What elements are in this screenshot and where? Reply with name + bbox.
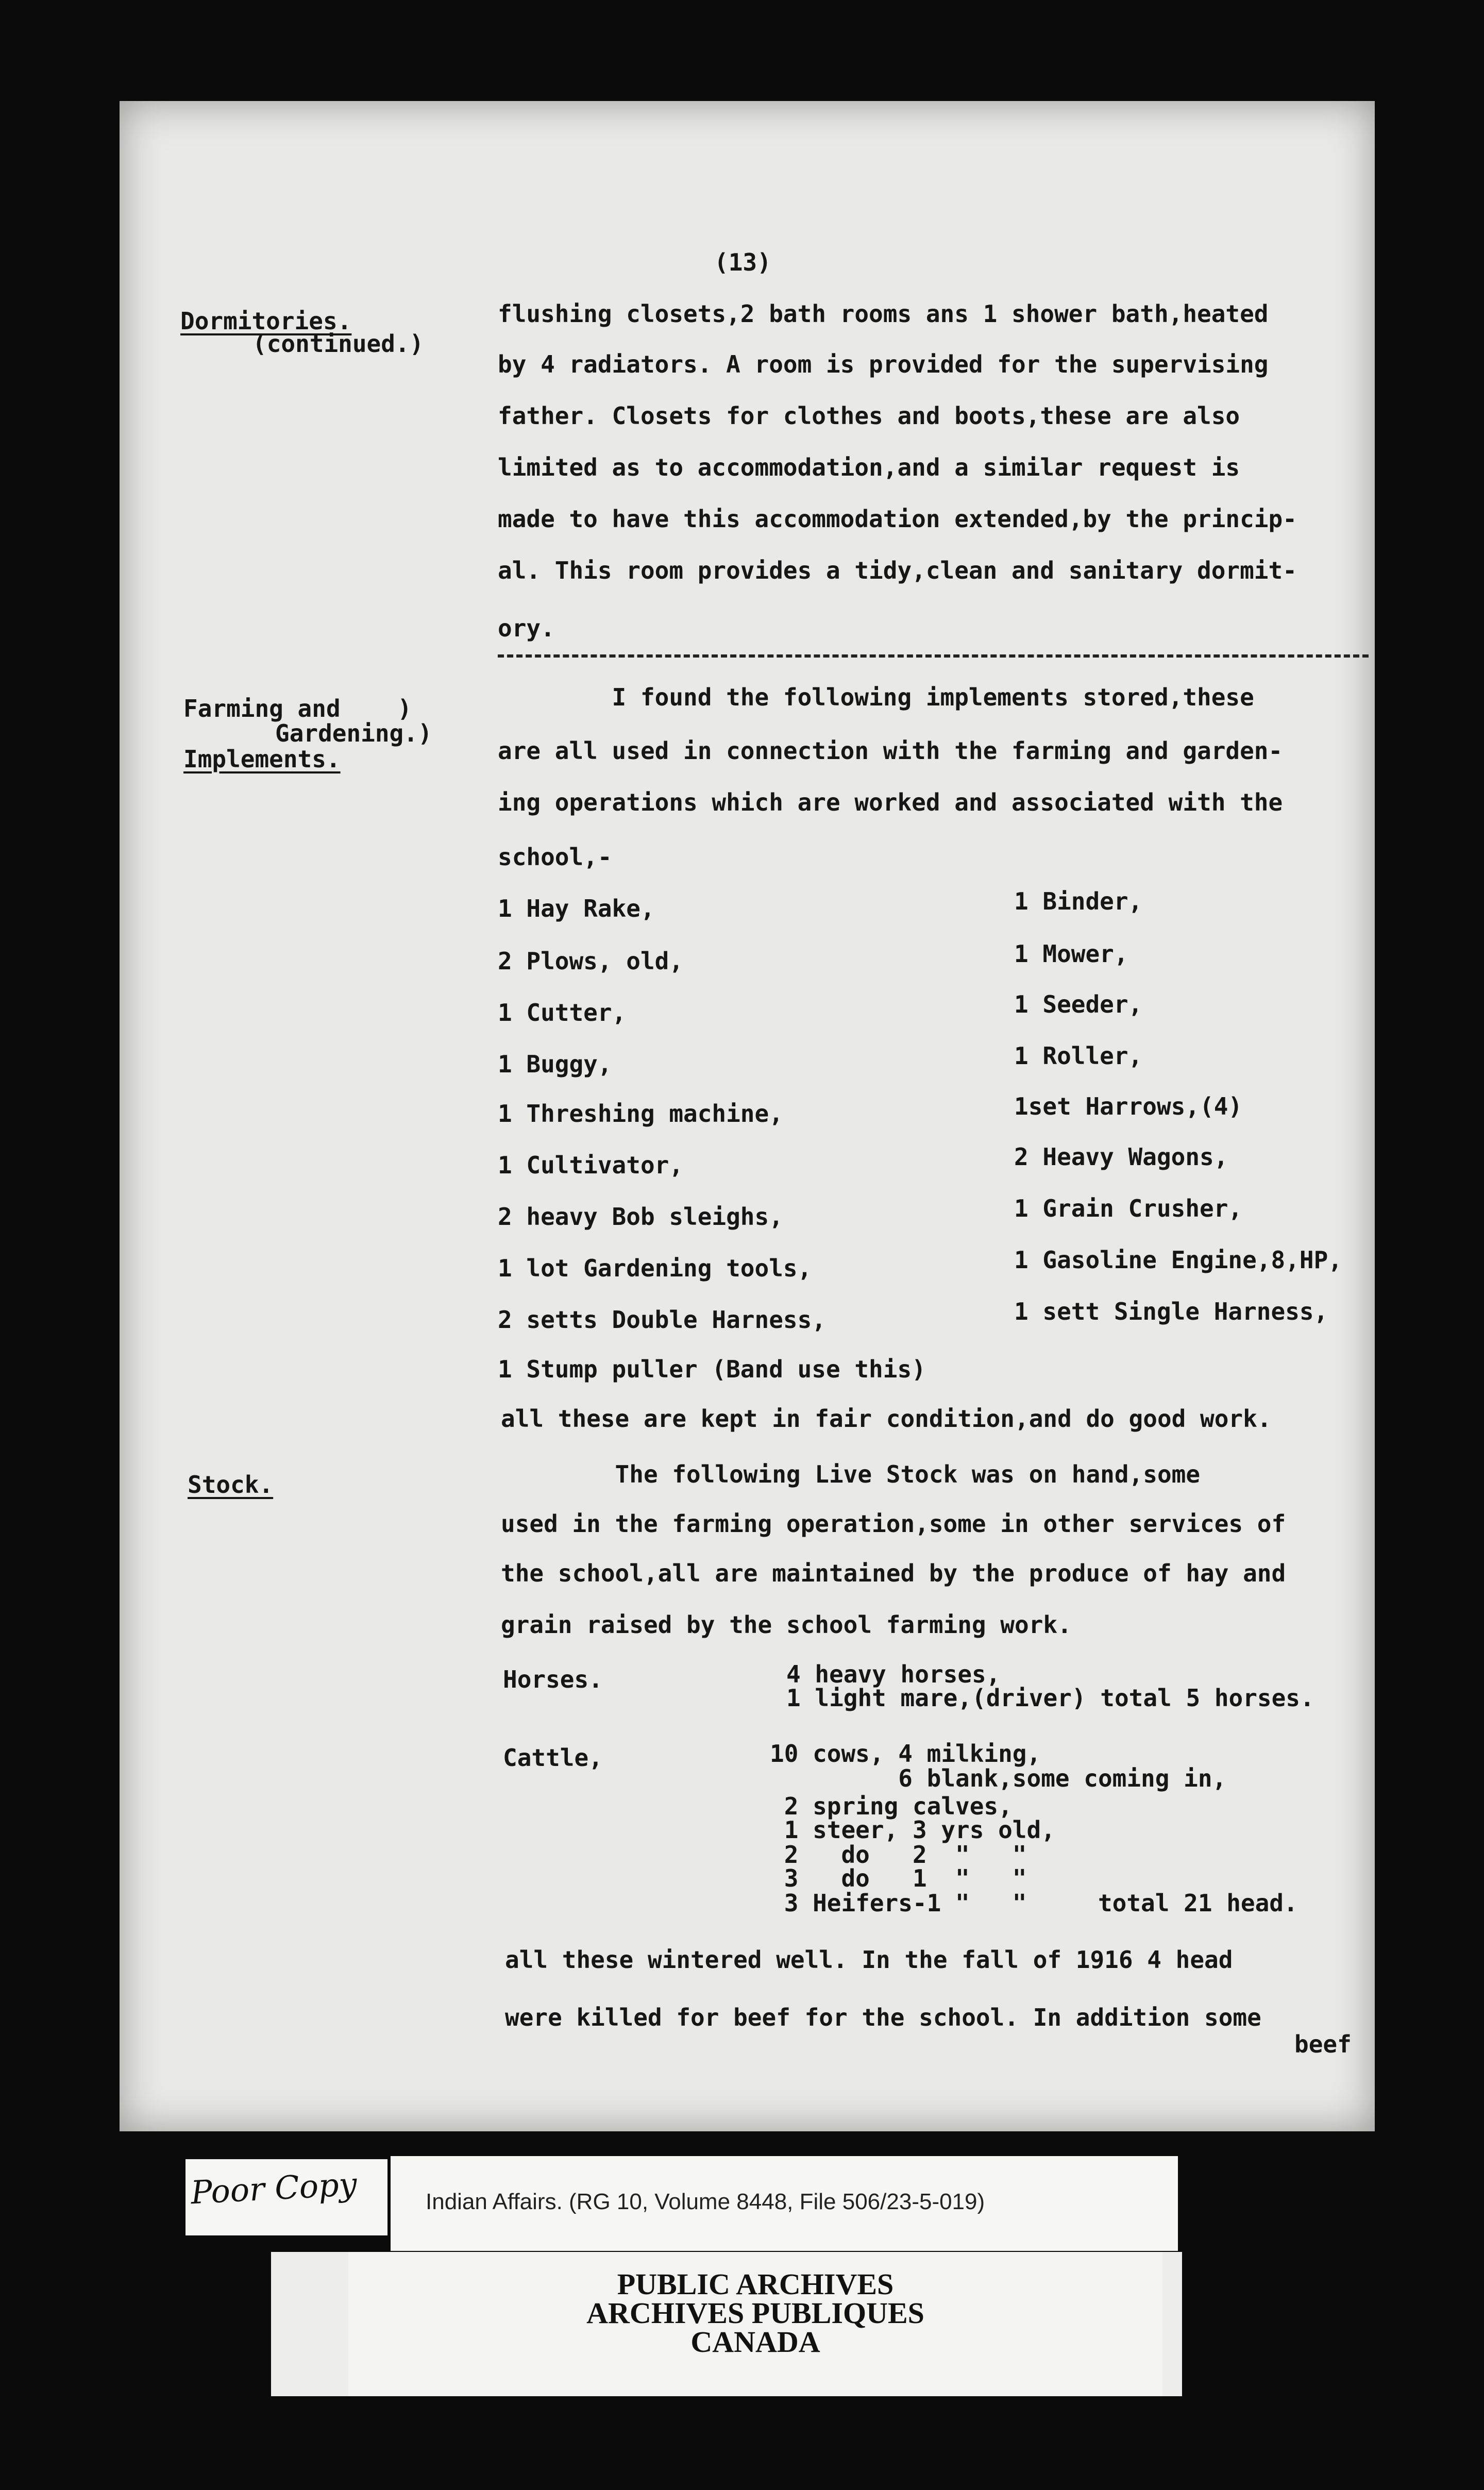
implement-right: 1 Mower, <box>1014 940 1128 968</box>
stock-line: grain raised by the school farming work. <box>501 1611 1072 1639</box>
implement-left: 1 Hay Rake, <box>498 895 655 922</box>
dorm-line: ory. <box>498 614 555 642</box>
implement-right: 1 Grain Crusher, <box>1014 1194 1243 1222</box>
dorm-line: made to have this accommodation extended,by the princip- <box>498 505 1297 533</box>
cattle-line: 3 Heifers-1 " " total 21 head. <box>770 1889 1298 1917</box>
margin-label-implements: Implements. <box>183 745 341 773</box>
implements-intro-line: ing operations which are worked and associated with the <box>498 788 1283 816</box>
catchword: beef <box>1294 2030 1352 2058</box>
stock-line: the school,all are maintained by the produce of hay and <box>501 1559 1286 1587</box>
section-divider <box>498 654 1369 658</box>
closing-line: all these wintered well. In the fall of 1916 4 head <box>505 1946 1233 1974</box>
implement-left: 2 Plows, old, <box>498 947 684 975</box>
cattle-line: 2 spring calves, <box>770 1792 1013 1820</box>
cattle-line: 2 do 2 " " <box>770 1841 1027 1869</box>
implement-left: 1 Cultivator, <box>498 1151 684 1179</box>
archives-line-2: ARCHIVES PUBLIQUES <box>586 2296 924 2330</box>
page-number: (13) <box>714 248 771 276</box>
implement-right: 1 Binder, <box>1014 887 1143 915</box>
margin-label-stock: Stock. <box>188 1471 274 1499</box>
implement-right: 1 Seeder, <box>1014 990 1143 1018</box>
dorm-line: al. This room provides a tidy,clean and sanitary dormit- <box>498 557 1297 584</box>
implement-left: 2 heavy Bob sleighs, <box>498 1203 783 1231</box>
implement-left: 2 setts Double Harness, <box>498 1306 826 1334</box>
stock-line: The following Live Stock was on hand,some <box>501 1460 1201 1488</box>
archive-reference: Indian Affairs. (RG 10, Volume 8448, File 506/23-5-019) <box>426 2189 985 2214</box>
dorm-line: father. Closets for clothes and boots,these are also <box>498 402 1240 430</box>
horses-label: Horses. <box>503 1665 603 1693</box>
archives-line-3: CANADA <box>690 2325 820 2359</box>
margin-label-dormitories: Dormitories. <box>180 307 352 335</box>
implement-right: 1set Harrows,(4) <box>1014 1092 1243 1120</box>
implement-right: 1 sett Single Harness, <box>1014 1298 1328 1325</box>
implement-right: 1 Gasoline Engine,8,HP, <box>1014 1246 1342 1274</box>
dorm-line: limited as to accommodation,and a similar request is <box>498 453 1240 481</box>
margin-label-dormitories-continued: (continued.) <box>252 330 424 358</box>
margin-label-farming: Farming and ) <box>183 695 412 722</box>
implement-left: 1 Threshing machine, <box>498 1100 783 1128</box>
implement-left: 1 lot Gardening tools, <box>498 1254 812 1282</box>
dorm-line: by 4 radiators. A room is provided for the supervising <box>498 350 1269 378</box>
implement-right: 2 Heavy Wagons, <box>1014 1143 1228 1171</box>
cattle-line: 6 blank,some coming in, <box>770 1764 1227 1792</box>
implements-close-line: all these are kept in fair condition,and do good work. <box>501 1405 1272 1433</box>
implement-left: 1 Cutter, <box>498 999 627 1027</box>
archives-line-1: PUBLIC ARCHIVES <box>617 2267 894 2301</box>
implements-intro-line: school,- <box>498 843 612 871</box>
margin-label-gardening: Gardening.) <box>275 719 432 747</box>
implements-intro-line: I found the following implements stored,these <box>498 683 1254 711</box>
horses-line: 1 light mare,(driver) total 5 horses. <box>786 1684 1314 1712</box>
cattle-line: 1 steer, 3 yrs old, <box>770 1816 1055 1844</box>
stock-line: used in the farming operation,some in other services of <box>501 1510 1286 1538</box>
implement-left: 1 Buggy, <box>498 1050 612 1078</box>
closing-line: were killed for beef for the school. In addition some <box>505 2004 1261 2031</box>
implements-intro-line: are all used in connection with the farming and garden- <box>498 737 1283 765</box>
cattle-line: 10 cows, 4 milking, <box>770 1740 1041 1768</box>
implement-right: 1 Roller, <box>1014 1042 1143 1070</box>
stump-puller-line: 1 Stump puller (Band use this) <box>498 1355 926 1383</box>
cattle-label: Cattle, <box>503 1744 603 1772</box>
horses-line: 4 heavy horses, <box>786 1660 1001 1688</box>
dorm-line: flushing closets,2 bath rooms ans 1 shower bath,heated <box>498 300 1269 328</box>
poor-copy-handwriting: Poor Copy <box>190 2165 358 2212</box>
cattle-line: 3 do 1 " " <box>770 1864 1027 1892</box>
